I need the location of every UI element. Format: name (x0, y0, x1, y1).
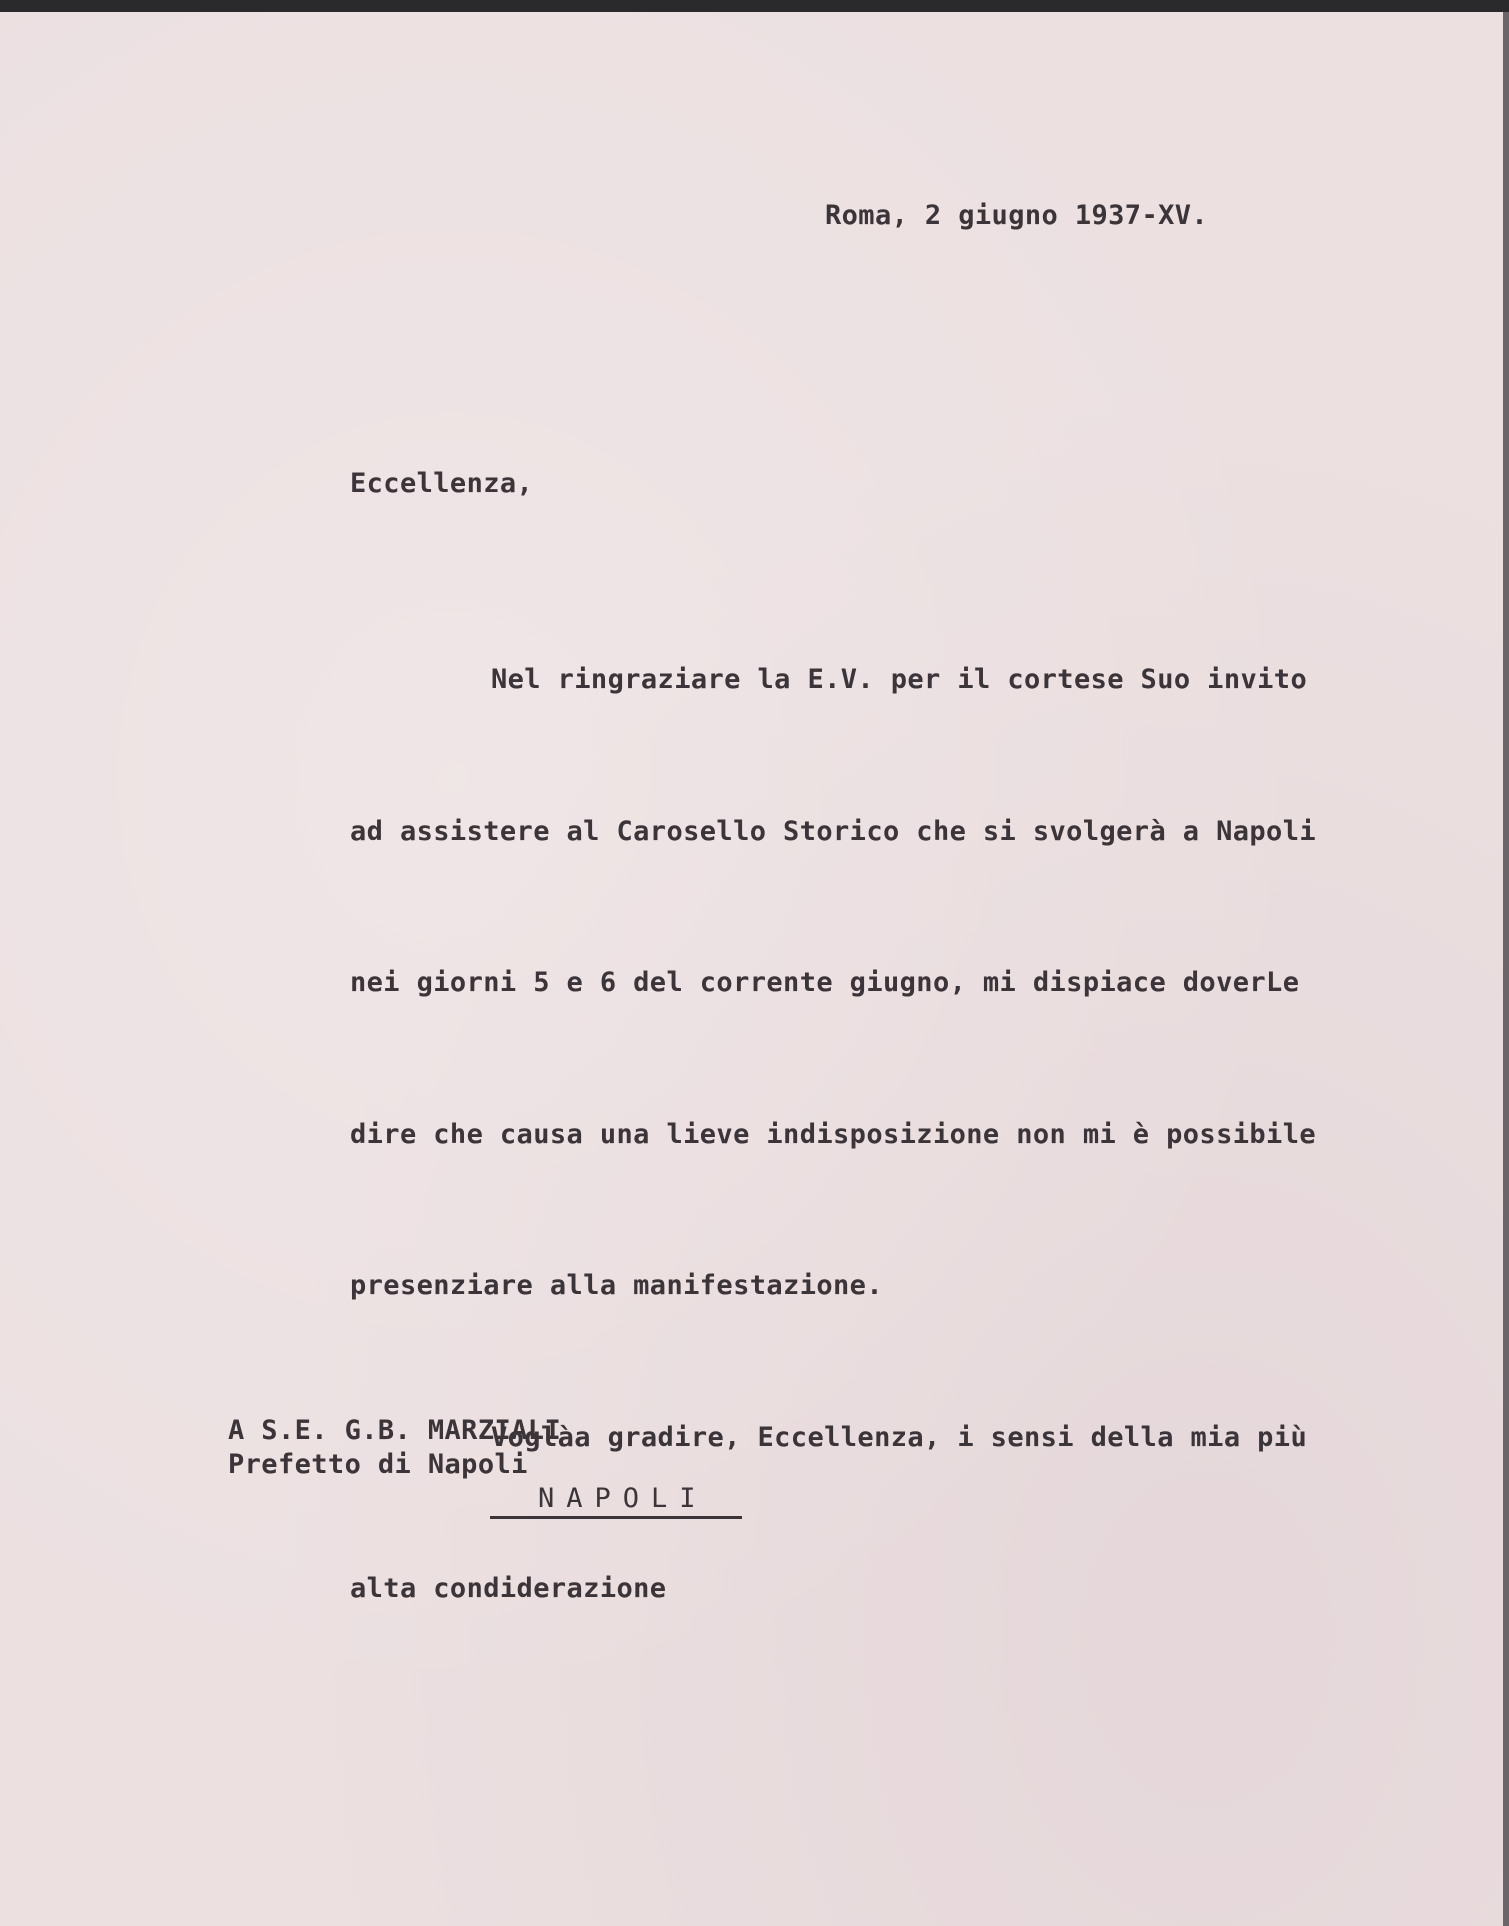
recipient-city: NAPOLI (490, 1483, 742, 1519)
page-edge (1503, 12, 1509, 1926)
body-line: Voglàa gradire, Eccellenza, i sensi della mia più (491, 1421, 1308, 1453)
body-line: nei giorni 5 e 6 del corrente giugno, mi dispiace doverLe (350, 967, 1300, 998)
body-line: alta condiderazione (350, 1573, 667, 1604)
dateline: Roma, 2 giugno 1937-XV. (825, 200, 1209, 231)
salutation: Eccellenza, (350, 468, 534, 499)
recipient-title: Prefetto di Napoli (228, 1449, 528, 1480)
body-line: dire che causa una lieve indisposizione non mi è possibile (350, 1118, 1317, 1150)
recipient-name: A S.E. G.B. MARZIALI (228, 1415, 562, 1446)
body-line: presenziare alla manifestazione. (350, 1270, 883, 1301)
body-line: ad assistere al Carosello Storico che si svolgerà a Napoli (350, 815, 1317, 847)
body-line: Nel ringraziare la E.V. per il cortese Suo invito (491, 664, 1308, 695)
